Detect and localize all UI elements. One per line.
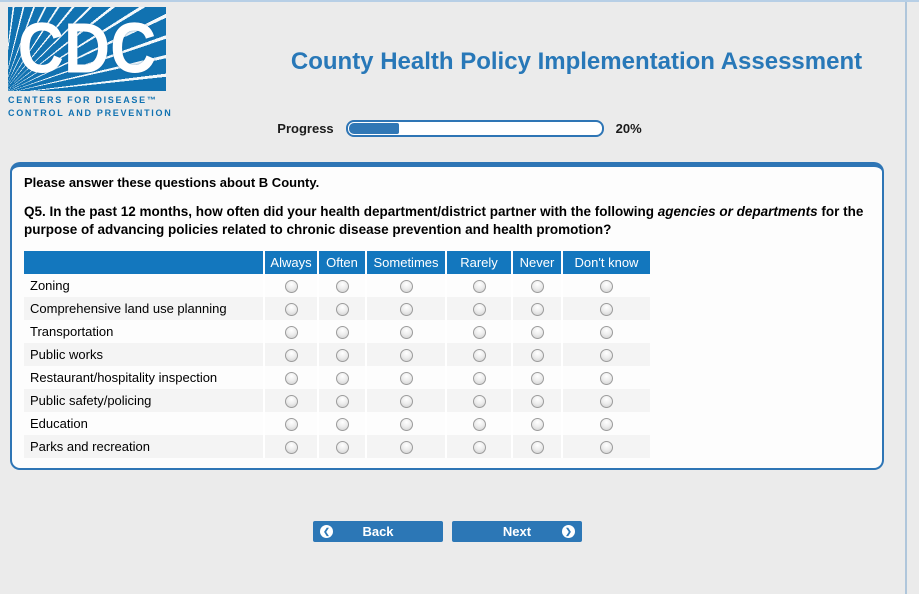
- radio-button-parks-and-recreation-rarely[interactable]: [473, 441, 486, 454]
- table-row: [24, 297, 650, 320]
- radio-cell: [264, 320, 318, 343]
- radio-cell: [366, 320, 446, 343]
- radio-cell: [562, 274, 650, 297]
- radio-button-education-sometimes[interactable]: [400, 418, 413, 431]
- cdc-logo-line1: CENTERS FOR DISEASE™: [8, 95, 158, 105]
- response-table: [24, 251, 650, 458]
- response-table-body: [24, 274, 650, 458]
- table-row: [24, 320, 650, 343]
- radio-button-parks-and-recreation-always[interactable]: [285, 441, 298, 454]
- radio-button-public-safety-policing-often[interactable]: [336, 395, 349, 408]
- radio-button-public-works-don-t-know[interactable]: [600, 349, 613, 362]
- row-label-comprehensive-land-use-planning: Comprehensive land use planning: [30, 301, 227, 316]
- radio-button-transportation-don-t-know[interactable]: [600, 326, 613, 339]
- progress-fill: [349, 123, 399, 134]
- radio-button-public-works-rarely[interactable]: [473, 349, 486, 362]
- progress-percent: 20%: [615, 121, 642, 136]
- radio-cell: [562, 297, 650, 320]
- radio-button-parks-and-recreation-don-t-know[interactable]: [600, 441, 613, 454]
- radio-button-education-rarely[interactable]: [473, 418, 486, 431]
- table-row: [24, 435, 650, 458]
- radio-cell: [264, 274, 318, 297]
- radio-button-public-safety-policing-sometimes[interactable]: [400, 395, 413, 408]
- progress-row: [0, 120, 919, 137]
- navigation-buttons: [313, 521, 582, 542]
- row-label-education: Education: [30, 416, 88, 431]
- radio-cell: [366, 435, 446, 458]
- radio-cell: [318, 343, 366, 366]
- radio-cell: [264, 343, 318, 366]
- radio-cell: [446, 412, 512, 435]
- radio-cell: [446, 366, 512, 389]
- radio-cell: [446, 320, 512, 343]
- radio-cell: [318, 274, 366, 297]
- response-table-head: [24, 251, 650, 274]
- radio-cell: [512, 297, 562, 320]
- radio-cell: [318, 435, 366, 458]
- radio-cell: [366, 274, 446, 297]
- question-text: [24, 203, 870, 239]
- column-header-never: Never: [512, 251, 562, 274]
- radio-button-education-always[interactable]: [285, 418, 298, 431]
- cdc-logo-acronym: CDC: [17, 7, 157, 89]
- question-tail: for the purpose of advancing policies related to chronic disease prevention and health promotion?: [24, 204, 864, 237]
- radio-button-public-safety-policing-don-t-know[interactable]: [600, 395, 613, 408]
- radio-cell: [366, 412, 446, 435]
- radio-button-public-safety-policing-never[interactable]: [531, 395, 544, 408]
- row-label-zoning: Zoning: [30, 278, 70, 293]
- radio-button-education-often[interactable]: [336, 418, 349, 431]
- radio-button-public-safety-policing-always[interactable]: [285, 395, 298, 408]
- radio-cell: [366, 389, 446, 412]
- radio-cell: [512, 389, 562, 412]
- radio-cell: [264, 297, 318, 320]
- progress-label: Progress: [277, 121, 334, 136]
- question-panel: [10, 162, 884, 470]
- radio-button-public-works-never[interactable]: [531, 349, 544, 362]
- radio-button-zoning-rarely[interactable]: [473, 280, 486, 293]
- radio-button-public-works-often[interactable]: [336, 349, 349, 362]
- question-italic-phrase: agencies or departments: [657, 204, 818, 219]
- next-button[interactable]: [452, 521, 582, 542]
- radio-cell: [512, 343, 562, 366]
- question-number: Q5.: [24, 204, 46, 219]
- cdc-logo-line2: CONTROL AND PREVENTION: [8, 108, 173, 118]
- next-button-label: Next: [502, 524, 532, 539]
- radio-cell: [366, 366, 446, 389]
- column-header-don-t-know: Don't know: [562, 251, 650, 274]
- row-label-public-works: Public works: [30, 347, 103, 362]
- progress-bar: [346, 120, 604, 137]
- radio-button-education-never[interactable]: [531, 418, 544, 431]
- radio-cell: [318, 366, 366, 389]
- radio-cell: [512, 274, 562, 297]
- radio-button-comprehensive-land-use-planning-don-t-know[interactable]: [600, 303, 613, 316]
- radio-cell: [318, 297, 366, 320]
- radio-cell: [318, 320, 366, 343]
- back-button-label: Back: [362, 524, 394, 539]
- radio-cell: [318, 412, 366, 435]
- row-label-transportation: Transportation: [30, 324, 114, 339]
- table-row: [24, 389, 650, 412]
- radio-button-restaurant-hospitality-inspection-rarely[interactable]: [473, 372, 486, 385]
- radio-button-restaurant-hospitality-inspection-always[interactable]: [285, 372, 298, 385]
- radio-button-parks-and-recreation-often[interactable]: [336, 441, 349, 454]
- radio-button-comprehensive-land-use-planning-often[interactable]: [336, 303, 349, 316]
- panel-intro-text: Please answer these questions about B County.: [24, 175, 320, 190]
- radio-cell: [446, 274, 512, 297]
- window-edge-line: [905, 2, 907, 594]
- row-label-restaurant-hospitality-inspection: Restaurant/hospitality inspection: [30, 370, 218, 385]
- radio-button-education-don-t-know[interactable]: [600, 418, 613, 431]
- radio-button-public-works-sometimes[interactable]: [400, 349, 413, 362]
- back-button[interactable]: [313, 521, 443, 542]
- column-header-rarely: Rarely: [446, 251, 512, 274]
- radio-button-transportation-rarely[interactable]: [473, 326, 486, 339]
- back-chevron-icon: ❮: [320, 525, 333, 538]
- table-row: [24, 274, 650, 297]
- column-header-always: Always: [264, 251, 318, 274]
- radio-cell: [562, 435, 650, 458]
- radio-button-zoning-sometimes[interactable]: [400, 280, 413, 293]
- radio-cell: [366, 343, 446, 366]
- radio-cell: [562, 412, 650, 435]
- question-body: In the past 12 months, how often did your health department/district partner with the following: [45, 204, 658, 219]
- table-row: [24, 366, 650, 389]
- radio-button-comprehensive-land-use-planning-sometimes[interactable]: [400, 303, 413, 316]
- radio-button-transportation-often[interactable]: [336, 326, 349, 339]
- row-label-public-safety-policing: Public safety/policing: [30, 393, 152, 408]
- radio-button-restaurant-hospitality-inspection-never[interactable]: [531, 372, 544, 385]
- radio-button-parks-and-recreation-never[interactable]: [531, 441, 544, 454]
- radio-cell: [562, 320, 650, 343]
- radio-cell: [446, 435, 512, 458]
- radio-button-restaurant-hospitality-inspection-often[interactable]: [336, 372, 349, 385]
- table-row: [24, 343, 650, 366]
- radio-button-transportation-always[interactable]: [285, 326, 298, 339]
- radio-cell: [264, 435, 318, 458]
- radio-button-restaurant-hospitality-inspection-sometimes[interactable]: [400, 372, 413, 385]
- radio-cell: [264, 389, 318, 412]
- radio-button-zoning-often[interactable]: [336, 280, 349, 293]
- radio-cell: [446, 297, 512, 320]
- row-label-parks-and-recreation: Parks and recreation: [30, 439, 150, 454]
- page-title: County Health Policy Implementation Assessment: [290, 48, 863, 75]
- radio-cell: [512, 412, 562, 435]
- radio-cell: [264, 412, 318, 435]
- radio-cell: [446, 389, 512, 412]
- radio-cell: [366, 297, 446, 320]
- table-row: [24, 412, 650, 435]
- column-header-sometimes: Sometimes: [366, 251, 446, 274]
- radio-button-transportation-sometimes[interactable]: [400, 326, 413, 339]
- cdc-logo-box: [8, 7, 166, 91]
- radio-button-transportation-never[interactable]: [531, 326, 544, 339]
- radio-cell: [562, 343, 650, 366]
- next-chevron-icon: ❯: [562, 525, 575, 538]
- radio-cell: [446, 343, 512, 366]
- cdc-logo: [8, 7, 173, 119]
- radio-button-comprehensive-land-use-planning-always[interactable]: [285, 303, 298, 316]
- radio-cell: [512, 366, 562, 389]
- radio-button-zoning-always[interactable]: [285, 280, 298, 293]
- radio-button-comprehensive-land-use-planning-never[interactable]: [531, 303, 544, 316]
- radio-cell: [562, 389, 650, 412]
- radio-cell: [512, 435, 562, 458]
- radio-button-zoning-don-t-know[interactable]: [600, 280, 613, 293]
- row-label-header: [24, 251, 264, 274]
- radio-button-comprehensive-land-use-planning-rarely[interactable]: [473, 303, 486, 316]
- radio-button-public-safety-policing-rarely[interactable]: [473, 395, 486, 408]
- radio-button-restaurant-hospitality-inspection-don-t-know[interactable]: [600, 372, 613, 385]
- radio-cell: [562, 366, 650, 389]
- radio-button-parks-and-recreation-sometimes[interactable]: [400, 441, 413, 454]
- radio-button-zoning-never[interactable]: [531, 280, 544, 293]
- radio-cell: [512, 320, 562, 343]
- radio-cell: [264, 366, 318, 389]
- radio-cell: [318, 389, 366, 412]
- column-header-often: Often: [318, 251, 366, 274]
- radio-button-public-works-always[interactable]: [285, 349, 298, 362]
